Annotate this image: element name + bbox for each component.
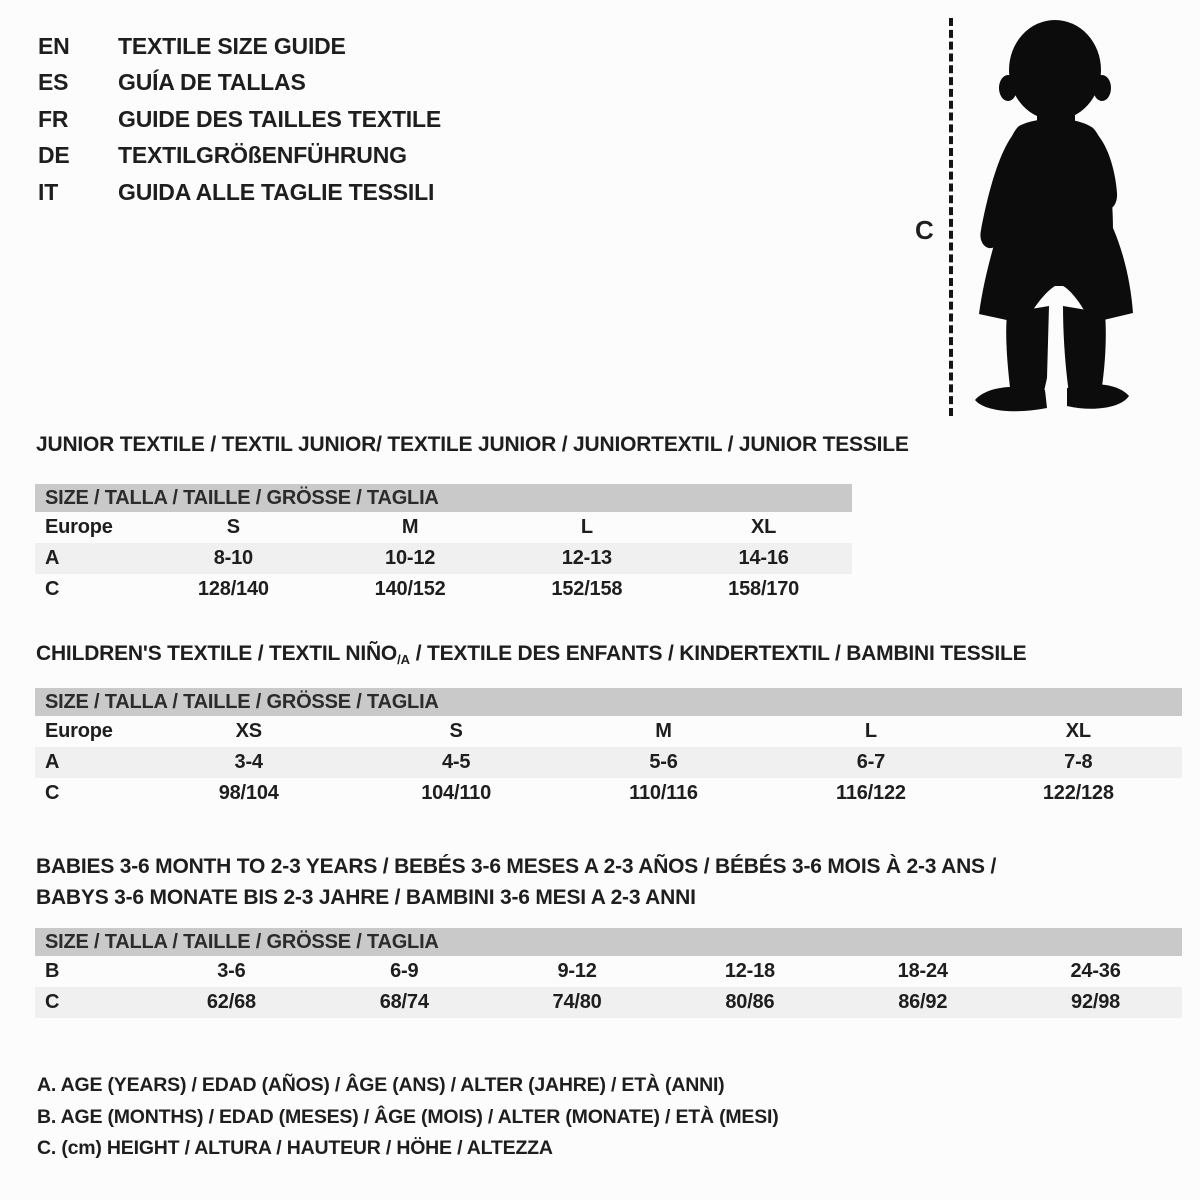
language-title-list: [38, 28, 441, 211]
value-cell: 4-5: [441, 751, 471, 773]
size-cell: M: [401, 516, 419, 538]
children-size-table: [35, 688, 1182, 809]
value-cell: 7-8: [1064, 751, 1093, 773]
value-cell: 18-24: [897, 960, 948, 982]
table-header-row: [35, 512, 852, 543]
value-cell: 6-9: [390, 960, 419, 982]
size-cell: XL: [1065, 720, 1091, 742]
size-header-bar: SIZE / TALLA / TAILLE / GRÖSSE / TAGLIA: [35, 484, 852, 512]
height-measure-figure: [903, 12, 1183, 427]
value-cell: 3-4: [234, 751, 263, 773]
language-row-es: [38, 65, 441, 102]
row-label: A: [45, 547, 60, 569]
value-cell: 14-16: [738, 547, 789, 569]
region-label: Europe: [45, 720, 113, 742]
size-cell: XL: [751, 516, 777, 538]
value-cell: 9-12: [557, 960, 597, 982]
value-cell: 68/74: [379, 991, 429, 1013]
value-cell: 8-10: [213, 547, 253, 569]
value-cell: 12-18: [724, 960, 775, 982]
language-code: ES: [38, 69, 69, 96]
value-cell: 6-7: [856, 751, 886, 773]
table-row-c: [35, 778, 1182, 809]
value-cell: 98/104: [218, 782, 279, 804]
language-title: GUÍA DE TALLAS: [118, 69, 306, 96]
size-cell: XS: [235, 720, 262, 742]
language-row-it: [38, 174, 441, 211]
value-cell: 158/170: [728, 578, 800, 600]
size-cell: L: [864, 720, 877, 742]
size-header-bar: SIZE / TALLA / TAILLE / GRÖSSE / TAGLIA: [35, 688, 1182, 716]
value-cell: 152/158: [551, 578, 623, 600]
junior-section-title: JUNIOR TEXTILE / TEXTIL JUNIOR/ TEXTILE JUNIOR / JUNIORTEXTIL / JUNIOR TESSILE: [36, 433, 909, 456]
value-cell: 140/152: [374, 578, 446, 600]
language-title: GUIDA ALLE TAGLIE TESSILI: [118, 178, 435, 205]
value-cell: 74/80: [552, 991, 602, 1013]
size-cell: L: [580, 516, 593, 538]
value-cell: 80/86: [725, 991, 775, 1013]
table-header-row: [35, 716, 1182, 747]
language-row-de: [38, 138, 441, 175]
children-title-subscript: /A: [397, 652, 411, 667]
language-code: IT: [38, 178, 59, 205]
legend-line-a: A. AGE (YEARS) / EDAD (AÑOS) / ÂGE (ANS) / ALTER (JAHRE) / ETÀ (ANNI): [37, 1074, 725, 1096]
row-label: C: [45, 991, 60, 1013]
value-cell: 110/116: [629, 782, 698, 804]
value-cell: 24-36: [1070, 960, 1121, 982]
children-title-prefix: CHILDREN'S TEXTILE / TEXTIL NIÑO: [36, 642, 398, 665]
region-label: Europe: [45, 516, 113, 538]
language-code: DE: [38, 142, 70, 169]
row-label: A: [45, 751, 60, 773]
value-cell: 5-6: [649, 751, 678, 773]
junior-size-table: [35, 484, 852, 605]
height-measure-line: [949, 18, 953, 416]
size-cell: S: [226, 516, 240, 538]
children-section-title: [36, 642, 1026, 667]
legend-line-c: C. (cm) HEIGHT / ALTURA / HAUTEUR / HÖHE / ALTEZZA: [37, 1137, 553, 1159]
value-cell: 128/140: [197, 578, 269, 600]
legend-line-b: B. AGE (MONTHS) / EDAD (MESES) / ÂGE (MOIS) / ALTER (MONATE) / ETÀ (MESI): [37, 1105, 779, 1128]
table-row-c: [35, 987, 1182, 1018]
value-cell: 104/110: [421, 782, 491, 804]
value-cell: 10-12: [385, 547, 436, 569]
table-row-c: [35, 574, 852, 605]
measure-label-c: C: [915, 215, 934, 245]
babies-title-line1: BABIES 3-6 MONTH TO 2-3 YEARS / BEBÉS 3-6 MESES A 2-3 AÑOS / BÉBÉS 3-6 MOIS À 2-3 ANS /: [36, 855, 997, 878]
size-header-bar: SIZE / TALLA / TAILLE / GRÖSSE / TAGLIA: [35, 928, 1182, 956]
language-code: EN: [38, 32, 70, 59]
babies-section-title: [36, 851, 996, 913]
size-cell: S: [449, 720, 463, 742]
language-title: TEXTILE SIZE GUIDE: [118, 32, 346, 59]
value-cell: 116/122: [836, 782, 906, 804]
measure-legend: [37, 1070, 779, 1165]
row-label: C: [45, 578, 60, 600]
value-cell: 86/92: [898, 991, 948, 1013]
language-title: TEXTILGRÖßENFÜHRUNG: [118, 142, 407, 169]
language-code: FR: [38, 105, 69, 132]
babies-title-line2: BABYS 3-6 MONATE BIS 2-3 JAHRE / BAMBINI 3-6 MESI A 2-3 ANNI: [36, 886, 696, 909]
row-label: B: [45, 960, 60, 982]
value-cell: 62/68: [206, 991, 256, 1013]
language-title: GUIDE DES TAILLES TEXTILE: [118, 105, 441, 132]
table-row-b: [35, 956, 1182, 987]
table-row-a: [35, 747, 1182, 778]
value-cell: 92/98: [1071, 991, 1121, 1013]
language-row-en: [38, 28, 441, 65]
table-row-a: [35, 543, 852, 574]
children-title-suffix: / TEXTILE DES ENFANTS / KINDERTEXTIL / BAMBINI TESSILE: [410, 642, 1027, 665]
row-label: C: [45, 782, 60, 804]
value-cell: 3-6: [217, 960, 246, 982]
value-cell: 122/128: [1042, 782, 1114, 804]
language-row-fr: [38, 101, 441, 138]
size-cell: M: [655, 720, 672, 742]
babies-size-table: [35, 928, 1182, 1018]
value-cell: 12-13: [561, 547, 612, 569]
toddler-silhouette-icon: [967, 18, 1137, 418]
